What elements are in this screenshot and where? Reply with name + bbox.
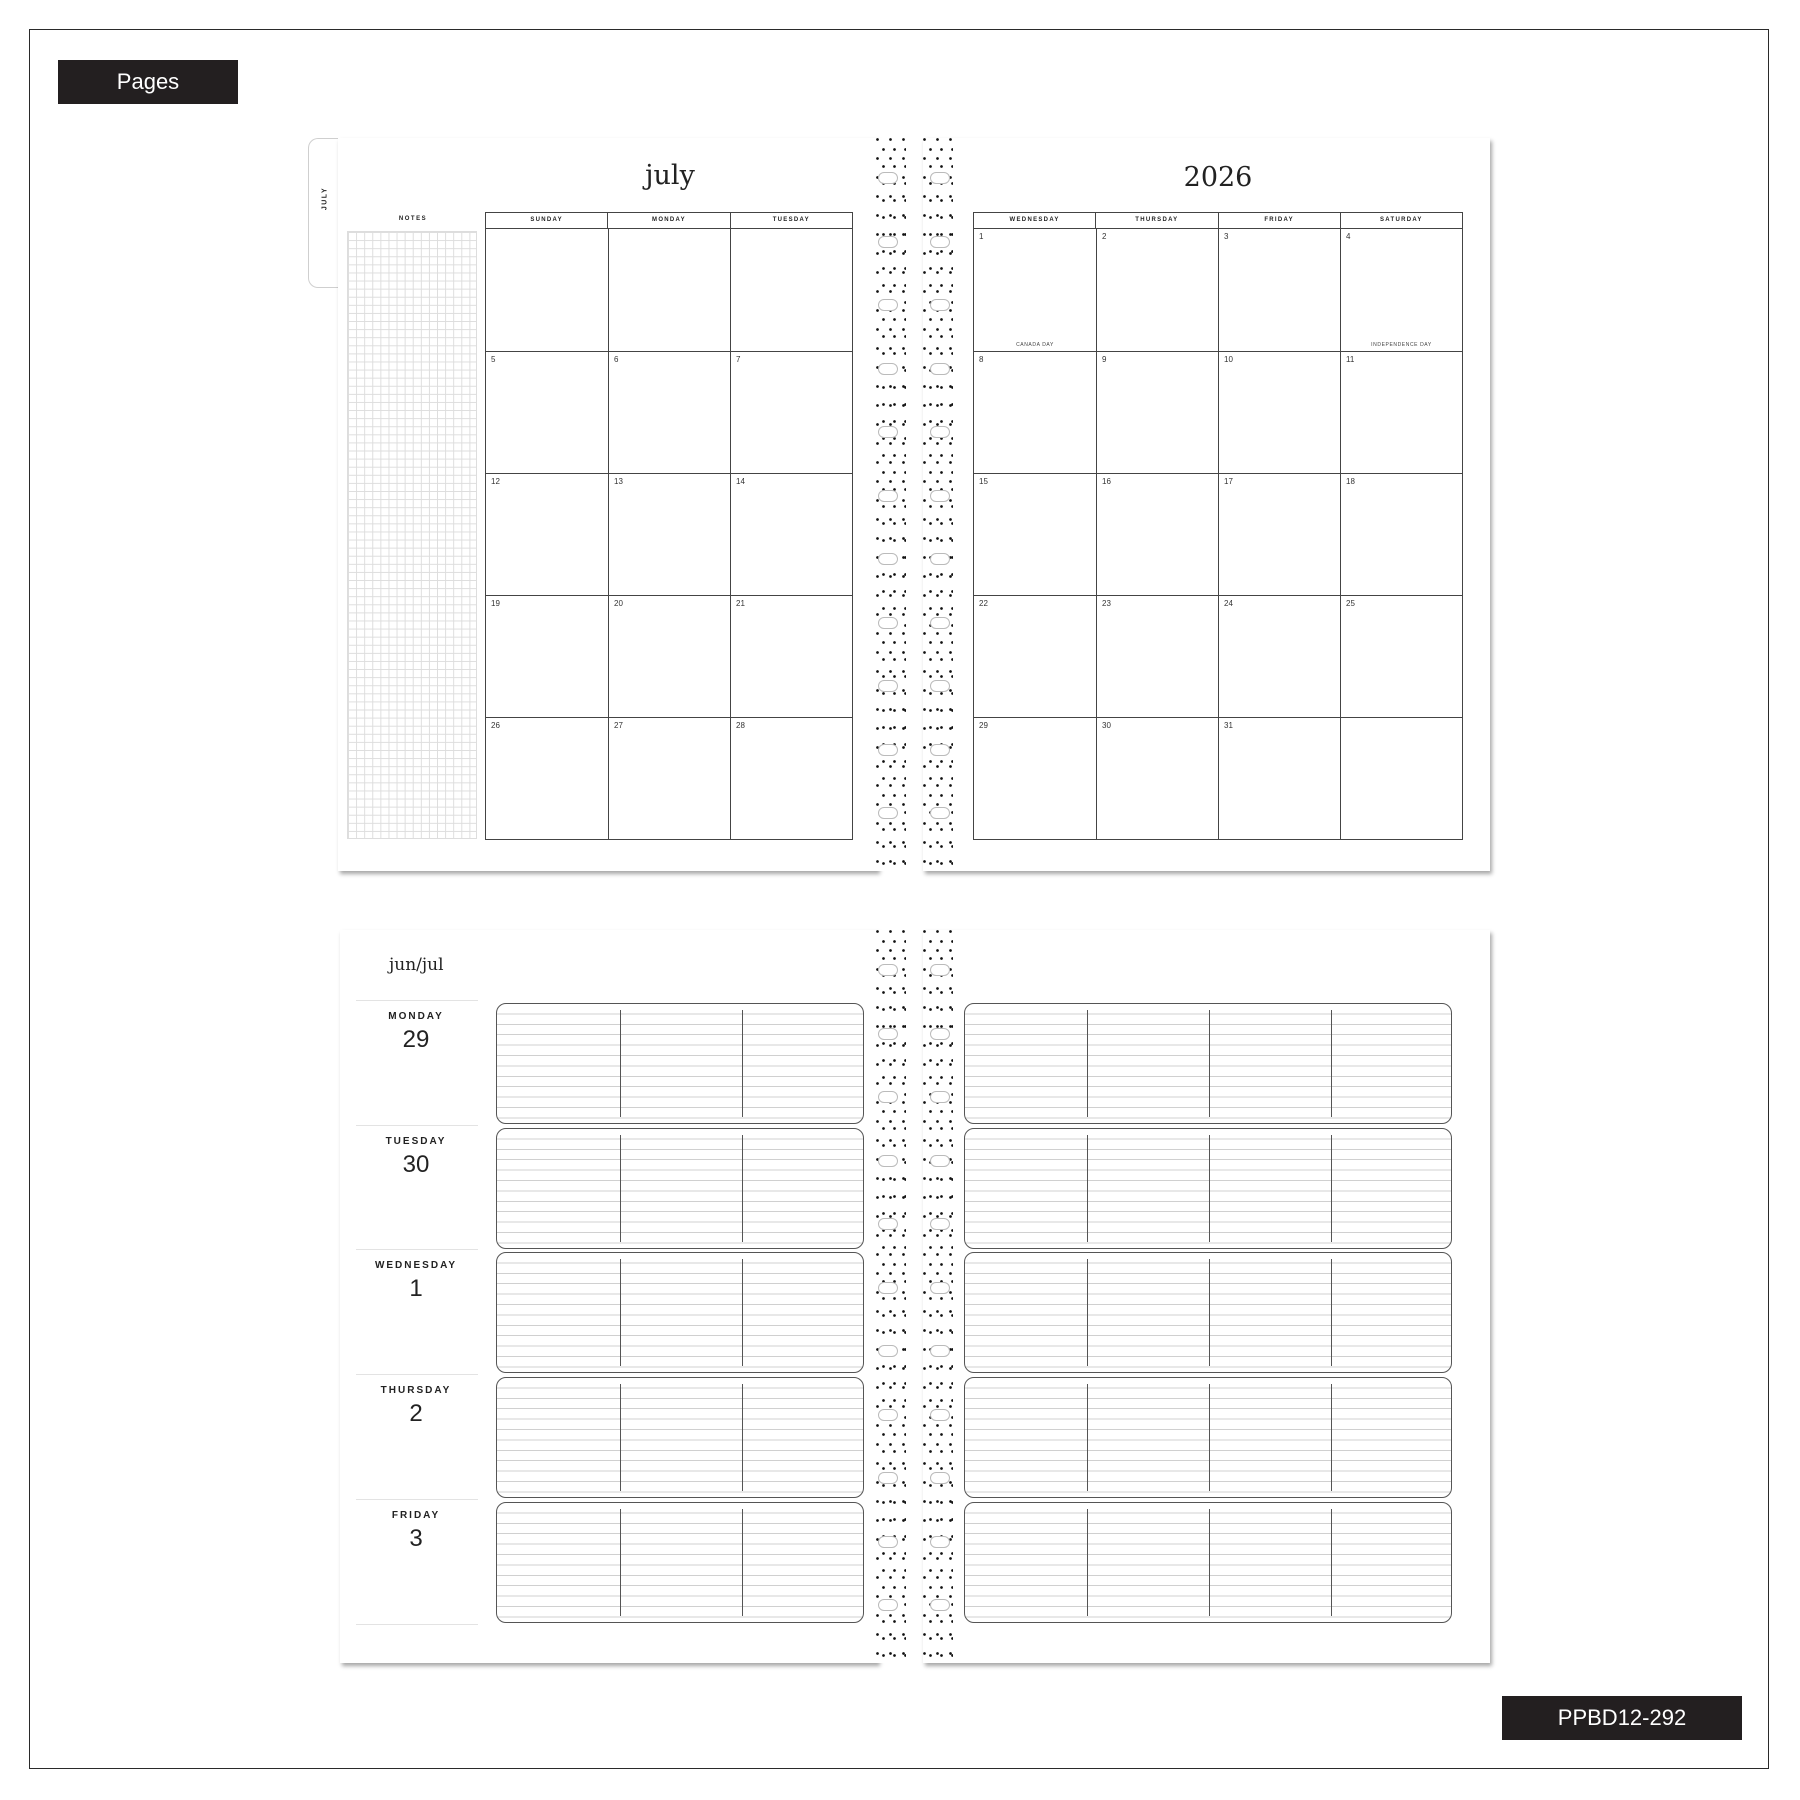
binder-ring bbox=[924, 361, 950, 377]
day-label bbox=[356, 1260, 476, 1303]
calendar-day-cell bbox=[730, 595, 852, 717]
binder-ring bbox=[878, 1534, 904, 1550]
sku-label: PPBD12-292 bbox=[1502, 1696, 1742, 1740]
notes-label: NOTES bbox=[398, 216, 428, 222]
day-divider bbox=[356, 1249, 478, 1250]
calendar-day-cell bbox=[486, 229, 608, 351]
column-divider bbox=[1331, 1010, 1332, 1117]
date-number: 20 bbox=[614, 599, 623, 608]
calendar-left bbox=[485, 212, 853, 840]
binder-ring bbox=[924, 1280, 950, 1296]
date-number: 22 bbox=[979, 599, 988, 608]
calendar-day-cell bbox=[730, 473, 852, 595]
binder-ring bbox=[924, 1026, 950, 1042]
day-notes-box[interactable] bbox=[496, 1252, 864, 1373]
day-notes-box[interactable] bbox=[964, 1377, 1452, 1498]
day-name: MONDAY bbox=[388, 1011, 444, 1022]
calendar-day-cell bbox=[608, 595, 730, 717]
calendar-day-cell bbox=[486, 351, 608, 473]
weekday-header: THURSDAY bbox=[1095, 213, 1217, 228]
date-number: 26 bbox=[491, 721, 500, 730]
binder-ring bbox=[924, 1089, 950, 1105]
binder-ring bbox=[924, 1216, 950, 1232]
day-name: FRIDAY bbox=[391, 1509, 441, 1521]
date-number: 7 bbox=[736, 355, 741, 364]
column-divider bbox=[620, 1010, 621, 1117]
binder-ring bbox=[924, 1153, 950, 1169]
column-divider bbox=[1209, 1259, 1210, 1366]
calendar-day-cell bbox=[1218, 229, 1340, 351]
column-divider bbox=[1087, 1384, 1088, 1491]
calendar-right bbox=[973, 212, 1463, 840]
binder-ring bbox=[878, 1407, 904, 1423]
date-number: 1 bbox=[979, 232, 984, 241]
column-divider bbox=[1209, 1384, 1210, 1491]
calendar-day-cell bbox=[1096, 717, 1218, 839]
column-divider bbox=[620, 1384, 621, 1491]
binder-ring bbox=[878, 1280, 904, 1296]
date-number: 30 bbox=[1102, 721, 1111, 730]
binder-ring bbox=[878, 1343, 904, 1359]
binder-ring bbox=[924, 424, 950, 440]
date-number: 10 bbox=[1224, 355, 1233, 364]
binder-ring bbox=[924, 1407, 950, 1423]
date-number: 12 bbox=[491, 477, 500, 486]
binder-ring bbox=[924, 488, 950, 504]
pages-label: Pages bbox=[58, 60, 238, 104]
column-divider bbox=[1209, 1010, 1210, 1117]
date-number: 21 bbox=[736, 599, 745, 608]
binder-ring bbox=[878, 297, 904, 313]
binder-ring bbox=[878, 1470, 904, 1486]
date-number: 2 bbox=[1102, 232, 1107, 241]
column-divider bbox=[1087, 1259, 1088, 1366]
date-number: 11 bbox=[1346, 355, 1355, 364]
calendar-day-cell bbox=[1096, 473, 1218, 595]
day-label bbox=[356, 1011, 476, 1054]
column-divider bbox=[742, 1509, 743, 1616]
calendar-day-cell bbox=[730, 351, 852, 473]
binder-ring bbox=[878, 742, 904, 758]
binder-ring bbox=[924, 1343, 950, 1359]
calendar-day-cell bbox=[730, 717, 852, 839]
day-notes-box[interactable] bbox=[496, 1003, 864, 1124]
day-name: THURSDAY bbox=[380, 1385, 452, 1397]
calendar-day-cell bbox=[1096, 351, 1218, 473]
month-title: july bbox=[645, 160, 695, 191]
date-number: 31 bbox=[1224, 721, 1233, 730]
day-notes-box[interactable] bbox=[964, 1252, 1452, 1373]
day-number: 1 bbox=[409, 1275, 423, 1303]
calendar-day-cell bbox=[730, 229, 852, 351]
day-label bbox=[356, 1385, 476, 1428]
calendar-day-cell bbox=[486, 717, 608, 839]
calendar-day-cell bbox=[1096, 229, 1218, 351]
binder-ring bbox=[878, 1216, 904, 1232]
column-divider bbox=[1209, 1509, 1210, 1616]
binder-ring bbox=[924, 678, 950, 694]
binder-ring bbox=[924, 234, 950, 250]
day-name: TUESDAY bbox=[385, 1135, 447, 1147]
binder-ring bbox=[878, 962, 904, 978]
column-divider bbox=[742, 1259, 743, 1366]
column-divider bbox=[1087, 1135, 1088, 1242]
date-number: 14 bbox=[736, 477, 745, 486]
binder-ring bbox=[878, 615, 904, 631]
column-divider bbox=[742, 1384, 743, 1491]
date-number: 4 bbox=[1346, 232, 1351, 241]
column-divider bbox=[1087, 1010, 1088, 1117]
calendar-day-cell bbox=[608, 351, 730, 473]
calendar-day-cell bbox=[1340, 351, 1462, 473]
calendar-day-cell bbox=[486, 473, 608, 595]
date-number: 25 bbox=[1346, 599, 1355, 608]
day-number: 30 bbox=[402, 1150, 430, 1178]
calendar-day-cell bbox=[608, 473, 730, 595]
date-number: 13 bbox=[614, 477, 623, 486]
binder-ring bbox=[924, 1534, 950, 1550]
binder-ring bbox=[878, 551, 904, 567]
column-divider bbox=[742, 1010, 743, 1117]
holiday-label: CANADA DAY bbox=[1016, 342, 1054, 348]
weekday-header: TUESDAY bbox=[730, 213, 852, 228]
date-number: 23 bbox=[1102, 599, 1111, 608]
calendar-day-cell bbox=[974, 229, 1096, 351]
calendar-day-cell bbox=[608, 717, 730, 839]
date-number: 16 bbox=[1102, 477, 1111, 486]
day-number: 2 bbox=[409, 1400, 423, 1428]
calendar-day-cell bbox=[486, 595, 608, 717]
day-notes-box[interactable] bbox=[496, 1128, 864, 1249]
calendar-day-cell bbox=[1340, 595, 1462, 717]
month-tab-label: JULY bbox=[321, 186, 329, 211]
date-number: 27 bbox=[614, 721, 623, 730]
weekday-header: MONDAY bbox=[607, 213, 729, 228]
date-number: 24 bbox=[1224, 599, 1233, 608]
column-divider bbox=[620, 1135, 621, 1242]
calendar-day-cell bbox=[1218, 595, 1340, 717]
binder-ring bbox=[878, 1089, 904, 1105]
column-divider bbox=[1331, 1259, 1332, 1366]
day-divider bbox=[356, 1624, 478, 1625]
holiday-label: INDEPENDENCE DAY bbox=[1371, 342, 1432, 348]
date-number: 3 bbox=[1224, 232, 1229, 241]
calendar-day-cell bbox=[1218, 717, 1340, 839]
day-notes-box[interactable] bbox=[964, 1502, 1452, 1623]
binder-ring bbox=[878, 805, 904, 821]
day-number: 3 bbox=[409, 1524, 423, 1552]
day-label bbox=[356, 1136, 476, 1179]
date-number: 18 bbox=[1346, 477, 1355, 486]
day-notes-box[interactable] bbox=[964, 1003, 1452, 1124]
calendar-day-cell bbox=[1340, 473, 1462, 595]
calendar-day-cell bbox=[1096, 595, 1218, 717]
date-number: 8 bbox=[979, 355, 984, 364]
day-name: WEDNESDAY bbox=[374, 1260, 458, 1272]
column-divider bbox=[1331, 1135, 1332, 1242]
calendar-day-cell bbox=[608, 229, 730, 351]
binder-ring bbox=[924, 297, 950, 313]
column-divider bbox=[1331, 1384, 1332, 1491]
binder-ring bbox=[924, 962, 950, 978]
binder-ring bbox=[924, 1470, 950, 1486]
day-divider bbox=[356, 1125, 478, 1126]
calendar-day-cell bbox=[1340, 229, 1462, 351]
column-divider bbox=[620, 1509, 621, 1616]
binder-ring bbox=[878, 678, 904, 694]
binder-ring bbox=[924, 1597, 950, 1613]
date-number: 9 bbox=[1102, 355, 1107, 364]
binder-ring bbox=[924, 551, 950, 567]
date-number: 15 bbox=[979, 477, 988, 486]
binder-ring bbox=[924, 615, 950, 631]
column-divider bbox=[1087, 1509, 1088, 1616]
column-divider bbox=[742, 1135, 743, 1242]
calendar-day-cell bbox=[974, 717, 1096, 839]
calendar-day-cell bbox=[974, 473, 1096, 595]
binder-ring bbox=[878, 1153, 904, 1169]
binder-ring bbox=[924, 742, 950, 758]
calendar-day-cell bbox=[1340, 717, 1462, 839]
date-number: 6 bbox=[614, 355, 619, 364]
date-number: 19 bbox=[491, 599, 500, 608]
weekday-header: SUNDAY bbox=[530, 217, 563, 223]
day-notes-box[interactable] bbox=[964, 1128, 1452, 1249]
weekday-header: WEDNESDAY bbox=[1009, 217, 1060, 223]
binder-ring bbox=[878, 1026, 904, 1042]
week-title: jun/jul bbox=[389, 955, 444, 975]
month-tab[interactable] bbox=[308, 138, 340, 288]
binder-ring bbox=[878, 170, 904, 186]
notes-grid bbox=[347, 231, 477, 839]
weekday-header: SATURDAY bbox=[1340, 213, 1462, 228]
column-divider bbox=[1331, 1509, 1332, 1616]
binder-ring bbox=[878, 1597, 904, 1613]
date-number: 29 bbox=[979, 721, 988, 730]
date-number: 5 bbox=[491, 355, 496, 364]
date-number: 28 bbox=[736, 721, 745, 730]
calendar-day-cell bbox=[1218, 351, 1340, 473]
day-number: 29 bbox=[402, 1026, 430, 1053]
weekday-header: FRIDAY bbox=[1218, 213, 1340, 228]
column-divider bbox=[620, 1259, 621, 1366]
binder-ring bbox=[878, 424, 904, 440]
day-notes-box[interactable] bbox=[496, 1377, 864, 1498]
day-divider bbox=[356, 1374, 478, 1375]
calendar-day-cell bbox=[974, 351, 1096, 473]
date-number: 17 bbox=[1224, 477, 1233, 486]
day-label bbox=[356, 1510, 476, 1553]
column-divider bbox=[1209, 1135, 1210, 1242]
binder-ring bbox=[878, 488, 904, 504]
binder-ring bbox=[878, 361, 904, 377]
binder-ring bbox=[924, 170, 950, 186]
day-notes-box[interactable] bbox=[496, 1502, 864, 1623]
binder-ring bbox=[878, 234, 904, 250]
day-divider bbox=[356, 1000, 478, 1001]
year-title: 2026 bbox=[1183, 162, 1253, 193]
day-divider bbox=[356, 1499, 478, 1500]
calendar-day-cell bbox=[1218, 473, 1340, 595]
calendar-day-cell bbox=[974, 595, 1096, 717]
binder-ring bbox=[924, 805, 950, 821]
